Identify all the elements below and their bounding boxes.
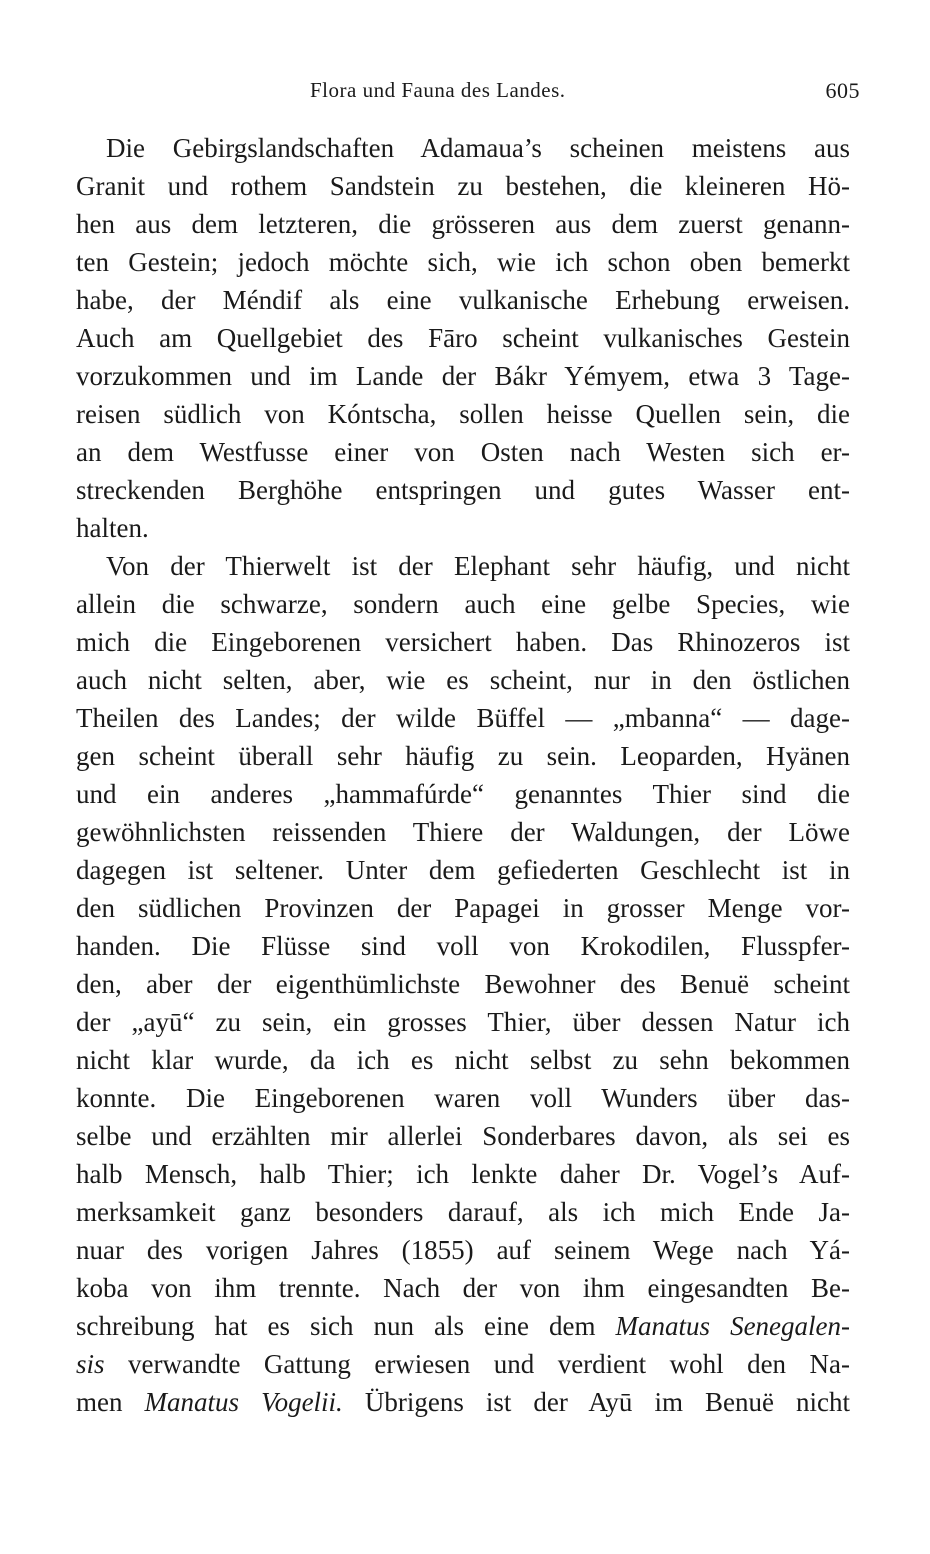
paragraph-geology <box>76 129 850 547</box>
text-line: merksamkeit ganz besonders darauf, als ich mich Ende Ja- <box>76 1197 850 1227</box>
text-line: und ein anderes „hammafúrde“ genanntes Thier sind die <box>76 779 850 809</box>
text-line: dagegen ist seltener. Unter dem gefiederten Geschlecht ist in <box>76 855 850 885</box>
page-number: 605 <box>825 78 860 103</box>
text-line: nuar des vorigen Jahres (1855) auf seinem Wege nach Yá- <box>76 1235 850 1265</box>
text-line: selbe und erzählten mir allerlei Sonderbares davon, als sei es <box>76 1121 850 1151</box>
text-line: handen. Die Flüsse sind voll von Krokodilen, Flusspfer- <box>76 931 850 961</box>
text-line: auch nicht selten, aber, wie es scheint, nur in den östlichen <box>76 665 850 695</box>
text-run: schreibung hat es sich nun als eine dem <box>76 1311 596 1341</box>
text-line: hen aus dem letzteren, die grösseren aus dem zuerst genann- <box>76 209 850 239</box>
text-line: gewöhnlichsten reissenden Thiere der Waldungen, der Löwe <box>76 817 850 847</box>
text-line: Theilen des Landes; der wilde Büffel — „mbanna“ — dage- <box>76 703 850 733</box>
italic-species-name: Manatus Senegalen- <box>615 1311 851 1341</box>
text-run: Übrigens ist der Ayū im Benuë nicht <box>342 1387 850 1417</box>
text-line: Die Gebirgslandschaften Adamaua’s scheinen meistens aus <box>106 133 850 163</box>
text-line: mich die Eingeborenen versichert haben. Das Rhinozeros ist <box>76 627 850 657</box>
text-line: Auch am Quellgebiet des Fāro scheint vulkanisches Gestein <box>76 323 850 353</box>
text-line-mixed <box>76 1383 850 1421</box>
text-line: Von der Thierwelt ist der Elephant sehr häufig, und nicht <box>106 551 850 581</box>
text-line-mixed <box>76 1345 850 1383</box>
text-line-mixed <box>76 1307 850 1345</box>
text-line: gen scheint überall sehr häufig zu sein. Leoparden, Hyänen <box>76 741 850 771</box>
text-line: den, aber der eigenthümlichste Bewohner des Benuë scheint <box>76 969 850 999</box>
text-line: habe, der Méndif als eine vulkanische Erhebung erweisen. <box>76 285 850 315</box>
text-line: ten Gestein; jedoch möchte sich, wie ich schon oben bemerkt <box>76 247 850 277</box>
text-run: men <box>76 1387 145 1417</box>
text-line: den südlichen Provinzen der Papagei in grosser Menge vor- <box>76 893 850 923</box>
text-line: nicht klar wurde, da ich es nicht selbst zu sehn bekommen <box>76 1045 850 1075</box>
paragraph-fauna <box>76 547 850 1421</box>
text-line: konnte. Die Eingeborenen waren voll Wunders über das- <box>76 1083 850 1113</box>
text-line: reisen südlich von Kóntscha, sollen heisse Quellen sein, die <box>76 399 850 429</box>
running-head: Flora und Fauna des Landes. <box>310 78 566 102</box>
italic-species-name: Manatus Vogelii. <box>144 1387 343 1417</box>
body-text <box>76 129 850 1421</box>
text-line: halten. <box>76 513 149 543</box>
text-line: koba von ihm trennte. Nach der von ihm eingesandten Be- <box>76 1273 850 1303</box>
text-line: streckenden Berghöhe entspringen und gutes Wasser ent- <box>76 475 850 505</box>
text-line: vorzukommen und im Lande der Bákr Yémyem, etwa 3 Tage- <box>76 361 850 391</box>
text-line: an dem Westfusse einer von Osten nach Westen sich er- <box>76 437 850 467</box>
italic-species-name: sis <box>76 1349 105 1379</box>
text-line: der „ayū“ zu sein, ein grosses Thier, über dessen Natur ich <box>76 1007 850 1037</box>
page-header <box>76 74 860 106</box>
text-line: halb Mensch, halb Thier; ich lenkte daher Dr. Vogel’s Auf- <box>76 1159 850 1189</box>
text-run: verwandte Gattung erwiesen und verdient wohl den Na- <box>104 1349 850 1379</box>
text-line: Granit und rothem Sandstein zu bestehen, die kleineren Hö- <box>76 171 850 201</box>
text-line: allein die schwarze, sondern auch eine gelbe Species, wie <box>76 589 850 619</box>
